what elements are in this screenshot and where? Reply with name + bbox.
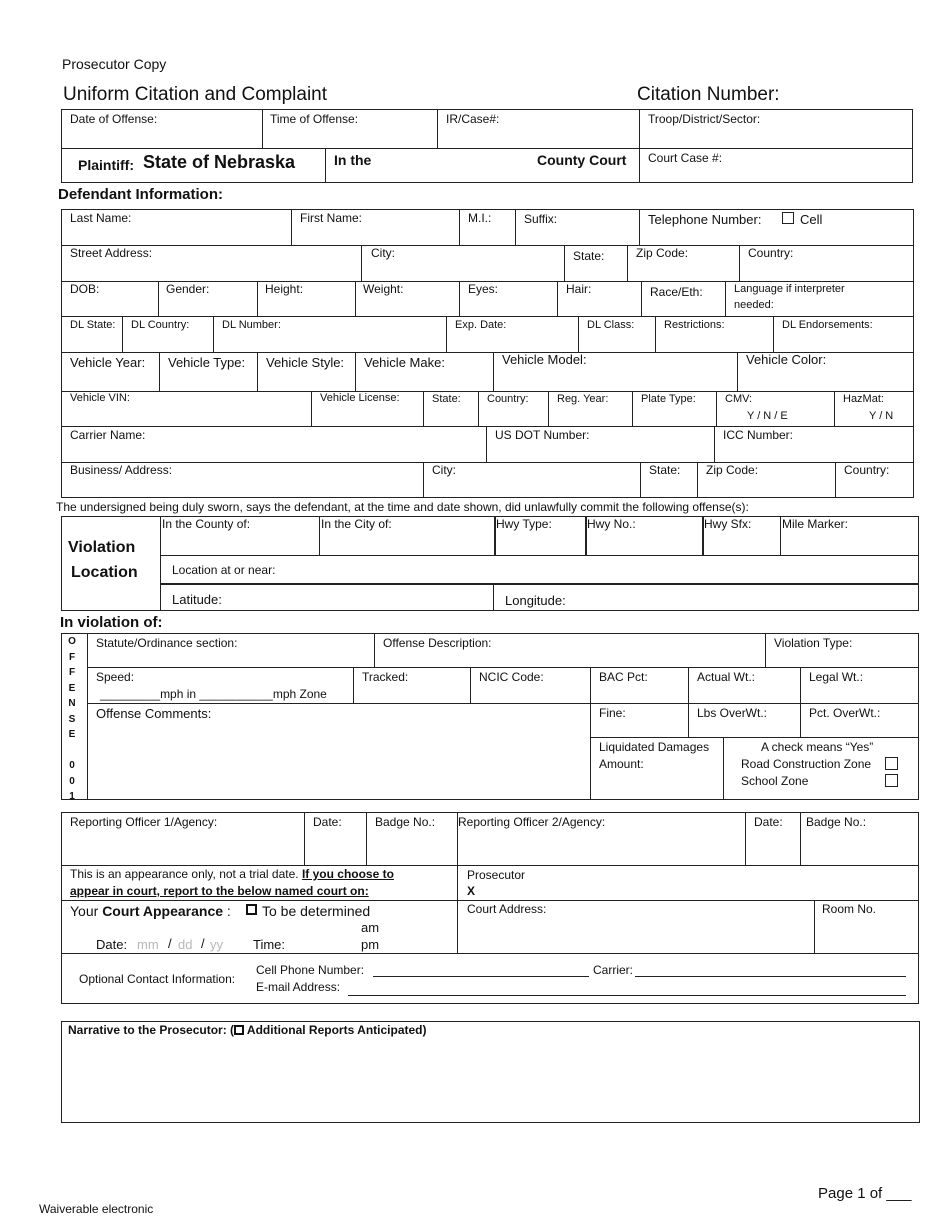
vehicle-state-field[interactable]: State: bbox=[432, 393, 461, 405]
longitude-field[interactable]: Longitude: bbox=[505, 593, 566, 608]
business-state-field[interactable]: State: bbox=[649, 463, 681, 477]
plaintiff-value: State of Nebraska bbox=[143, 152, 296, 172]
vehicle-type-field[interactable]: Vehicle Type: bbox=[168, 355, 246, 370]
business-zip-field[interactable]: Zip Code: bbox=[706, 463, 759, 477]
restrictions-field[interactable]: Restrictions: bbox=[664, 319, 725, 331]
offense-letter: E bbox=[68, 682, 76, 694]
actual-wt-field[interactable]: Actual Wt.: bbox=[697, 670, 756, 684]
dl-state-field[interactable]: DL State: bbox=[70, 319, 116, 331]
business-address-field[interactable]: Business/ Address: bbox=[70, 463, 173, 477]
copy-label: Prosecutor Copy bbox=[62, 56, 167, 72]
dl-endorsements-field[interactable]: DL Endorsements: bbox=[782, 319, 873, 331]
ncic-code-field[interactable]: NCIC Code: bbox=[479, 670, 544, 684]
lbs-overwt-field[interactable]: Lbs OverWt.: bbox=[697, 706, 768, 720]
date-yy-field[interactable]: yy bbox=[210, 937, 223, 952]
room-no-field[interactable]: Room No. bbox=[822, 902, 877, 916]
business-city-field[interactable]: City: bbox=[432, 463, 456, 477]
pct-overwt-field[interactable]: Pct. OverWt.: bbox=[809, 706, 881, 720]
to-be-determined-checkbox[interactable] bbox=[246, 904, 257, 915]
offense-comments-field[interactable]: Offense Comments: bbox=[96, 706, 212, 721]
narrative-label: Narrative to the Prosecutor: ( Additional Reports Anticipated) bbox=[68, 1023, 427, 1037]
offense-description-field[interactable]: Offense Description: bbox=[383, 636, 492, 650]
mi-field[interactable]: M.I.: bbox=[468, 211, 492, 225]
reg-year-field[interactable]: Reg. Year: bbox=[557, 393, 609, 405]
cmv-field[interactable]: CMV: bbox=[725, 393, 753, 405]
road-construction-label: Road Construction Zone bbox=[741, 757, 872, 771]
additional-reports-checkbox[interactable] bbox=[234, 1025, 244, 1035]
city-of-field[interactable]: In the City of: bbox=[321, 517, 392, 531]
vehicle-country-field[interactable]: Country: bbox=[487, 393, 529, 405]
statute-field[interactable]: Statute/Ordinance section: bbox=[96, 636, 238, 650]
county-of-field[interactable]: In the County of: bbox=[162, 517, 251, 531]
city-field[interactable]: City: bbox=[371, 246, 395, 260]
exp-date-field[interactable]: Exp. Date: bbox=[455, 319, 507, 331]
appearance-time-label: Time: bbox=[253, 937, 286, 952]
carrier-label: Carrier: bbox=[593, 963, 634, 977]
fine-field[interactable]: Fine: bbox=[599, 706, 626, 720]
plaintiff-label: Plaintiff: bbox=[78, 157, 134, 173]
violation-type-field[interactable]: Violation Type: bbox=[774, 636, 853, 650]
carrier-name-field[interactable]: Carrier Name: bbox=[70, 428, 146, 442]
in-violation-heading: In violation of: bbox=[60, 614, 163, 631]
state-field[interactable]: State: bbox=[573, 249, 605, 263]
in-the-label: In the bbox=[334, 152, 372, 168]
date-slash-1: / bbox=[168, 936, 172, 951]
appearance-note-line2: appear in court, report to the below named court on: bbox=[70, 884, 369, 898]
tracked-field[interactable]: Tracked: bbox=[362, 670, 409, 684]
street-address-field[interactable]: Street Address: bbox=[70, 246, 153, 260]
hwy-type-field[interactable]: Hwy Type: bbox=[496, 517, 552, 531]
violation-label-line1: Violation bbox=[68, 539, 136, 556]
last-name-field[interactable]: Last Name: bbox=[70, 211, 132, 225]
language-field[interactable]: Language if interpreter bbox=[734, 283, 845, 295]
offense-letter: 0 bbox=[69, 760, 75, 771]
carrier-input[interactable] bbox=[635, 976, 906, 977]
cell-phone-label: Cell Phone Number: bbox=[256, 963, 365, 977]
date-mm-field[interactable]: mm bbox=[137, 937, 159, 952]
officer1-date-field[interactable]: Date: bbox=[313, 815, 342, 829]
location-near-field[interactable]: Location at or near: bbox=[172, 563, 276, 577]
speed-field[interactable]: Speed: bbox=[96, 670, 135, 684]
offense-letter: S bbox=[68, 713, 76, 725]
vehicle-vin-field[interactable]: Vehicle VIN: bbox=[70, 392, 130, 404]
dl-class-field[interactable]: DL Class: bbox=[587, 319, 635, 331]
citation-number-label: Citation Number: bbox=[637, 84, 780, 105]
suffix-field[interactable]: Suffix: bbox=[524, 212, 558, 226]
ir-case-field[interactable]: IR/Case#: bbox=[446, 112, 500, 126]
violation-label-line2: Location bbox=[71, 564, 138, 581]
cell-label: Cell bbox=[800, 212, 823, 227]
cmv-options[interactable]: Y / N / E bbox=[747, 410, 788, 422]
liquidated-damages-field[interactable]: Liquidated Damages bbox=[599, 740, 710, 754]
pm-option[interactable]: pm bbox=[361, 937, 380, 952]
bac-pct-field[interactable]: BAC Pct: bbox=[599, 670, 648, 684]
court-case-field[interactable]: Court Case #: bbox=[648, 151, 723, 165]
offense-letter: 1 bbox=[69, 791, 75, 802]
vehicle-year-field[interactable]: Vehicle Year: bbox=[70, 355, 146, 370]
gender-field[interactable]: Gender: bbox=[166, 282, 210, 296]
hair-field[interactable]: Hair: bbox=[566, 282, 592, 296]
court-address-field[interactable]: Court Address: bbox=[467, 902, 547, 916]
telephone-field[interactable]: Telephone Number: bbox=[648, 212, 762, 227]
email-input[interactable] bbox=[348, 995, 906, 996]
appearance-note: This is an appearance only, not a trial date. If you choose to bbox=[70, 867, 394, 881]
am-option[interactable]: am bbox=[361, 920, 380, 935]
prosecutor-signature-x[interactable]: X bbox=[467, 884, 476, 898]
vehicle-make-field[interactable]: Vehicle Make: bbox=[364, 355, 445, 370]
offense-letter: F bbox=[68, 651, 76, 663]
appearance-date-label: Date: bbox=[96, 937, 128, 952]
time-of-offense-field[interactable]: Time of Offense: bbox=[270, 112, 359, 126]
us-dot-field[interactable]: US DOT Number: bbox=[495, 428, 590, 442]
prosecutor-label: Prosecutor bbox=[467, 868, 526, 882]
to-be-determined-label: To be determined bbox=[262, 903, 371, 919]
school-zone-label: School Zone bbox=[741, 774, 809, 788]
check-means-note: A check means “Yes” bbox=[761, 740, 874, 754]
plate-type-field[interactable]: Plate Type: bbox=[641, 393, 696, 405]
hazmat-field[interactable]: HazMat: bbox=[843, 393, 884, 405]
offense-letter: F bbox=[68, 667, 76, 678]
language-field-line2: needed: bbox=[734, 299, 774, 311]
officer2-date-field[interactable]: Date: bbox=[754, 815, 783, 829]
race-field[interactable]: Race/Eth: bbox=[650, 285, 703, 299]
vehicle-color-field[interactable]: Vehicle Color: bbox=[746, 352, 827, 367]
speed-zone-line[interactable]: _________mph in ___________mph Zone bbox=[100, 687, 327, 701]
vehicle-style-field[interactable]: Vehicle Style: bbox=[266, 355, 345, 370]
waiverable-label: Waiverable electronic bbox=[39, 1202, 154, 1216]
officer2-field[interactable]: Reporting Officer 2/Agency: bbox=[458, 815, 606, 829]
date-of-offense-field[interactable]: Date of Offense: bbox=[70, 112, 158, 126]
school-zone-checkbox[interactable] bbox=[885, 774, 898, 787]
dob-field[interactable]: DOB: bbox=[70, 282, 100, 296]
height-field[interactable]: Height: bbox=[265, 282, 304, 296]
latitude-field[interactable]: Latitude: bbox=[172, 592, 222, 607]
cell-phone-input[interactable] bbox=[373, 976, 589, 977]
weight-field[interactable]: Weight: bbox=[363, 282, 404, 296]
road-construction-checkbox[interactable] bbox=[885, 757, 898, 770]
legal-wt-field[interactable]: Legal Wt.: bbox=[809, 670, 864, 684]
officer2-badge-field[interactable]: Badge No.: bbox=[806, 815, 867, 829]
offense-letter: N bbox=[68, 698, 76, 709]
dl-country-field[interactable]: DL Country: bbox=[131, 319, 190, 331]
county-court-label: County Court bbox=[537, 152, 627, 168]
vehicle-license-field[interactable]: Vehicle License: bbox=[320, 392, 400, 404]
hwy-sfx-field[interactable]: Hwy Sfx: bbox=[704, 517, 752, 531]
first-name-field[interactable]: First Name: bbox=[300, 211, 363, 225]
date-slash-2: / bbox=[201, 936, 205, 951]
troop-district-field[interactable]: Troop/District/Sector: bbox=[648, 112, 761, 126]
vehicle-model-field[interactable]: Vehicle Model: bbox=[502, 352, 587, 367]
cell-checkbox[interactable] bbox=[782, 212, 794, 224]
defendant-heading: Defendant Information: bbox=[58, 186, 223, 203]
hazmat-options[interactable]: Y / N bbox=[869, 410, 894, 422]
page-number: Page 1 of ___ bbox=[818, 1185, 912, 1202]
mile-marker-field[interactable]: Mile Marker: bbox=[782, 517, 849, 531]
form-title: Uniform Citation and Complaint bbox=[63, 84, 328, 105]
country-field[interactable]: Country: bbox=[748, 246, 794, 260]
date-dd-field[interactable]: dd bbox=[178, 937, 193, 952]
offense-letter: O bbox=[68, 636, 76, 647]
offense-letter: E bbox=[68, 729, 76, 740]
sworn-statement: The undersigned being duly sworn, says the defendant, at the time and date shown, did unlawfully commit the following offense(s): bbox=[56, 500, 749, 514]
offense-letter: 0 bbox=[69, 775, 75, 787]
officer1-field[interactable]: Reporting Officer 1/Agency: bbox=[70, 815, 218, 829]
hwy-no-field[interactable]: Hwy No.: bbox=[587, 517, 636, 531]
zip-field[interactable]: Zip Code: bbox=[636, 246, 689, 260]
officer1-badge-field[interactable]: Badge No.: bbox=[375, 815, 436, 829]
optional-contact-label: Optional Contact Information: bbox=[79, 972, 236, 986]
liquidated-amount-label: Amount: bbox=[599, 757, 644, 771]
icc-number-field[interactable]: ICC Number: bbox=[723, 428, 794, 442]
dl-number-field[interactable]: DL Number: bbox=[222, 319, 281, 331]
eyes-field[interactable]: Eyes: bbox=[468, 282, 499, 296]
business-country-field[interactable]: Country: bbox=[844, 463, 890, 477]
court-appearance-label: Your Court Appearance : bbox=[70, 903, 231, 919]
email-label: E-mail Address: bbox=[256, 980, 341, 994]
